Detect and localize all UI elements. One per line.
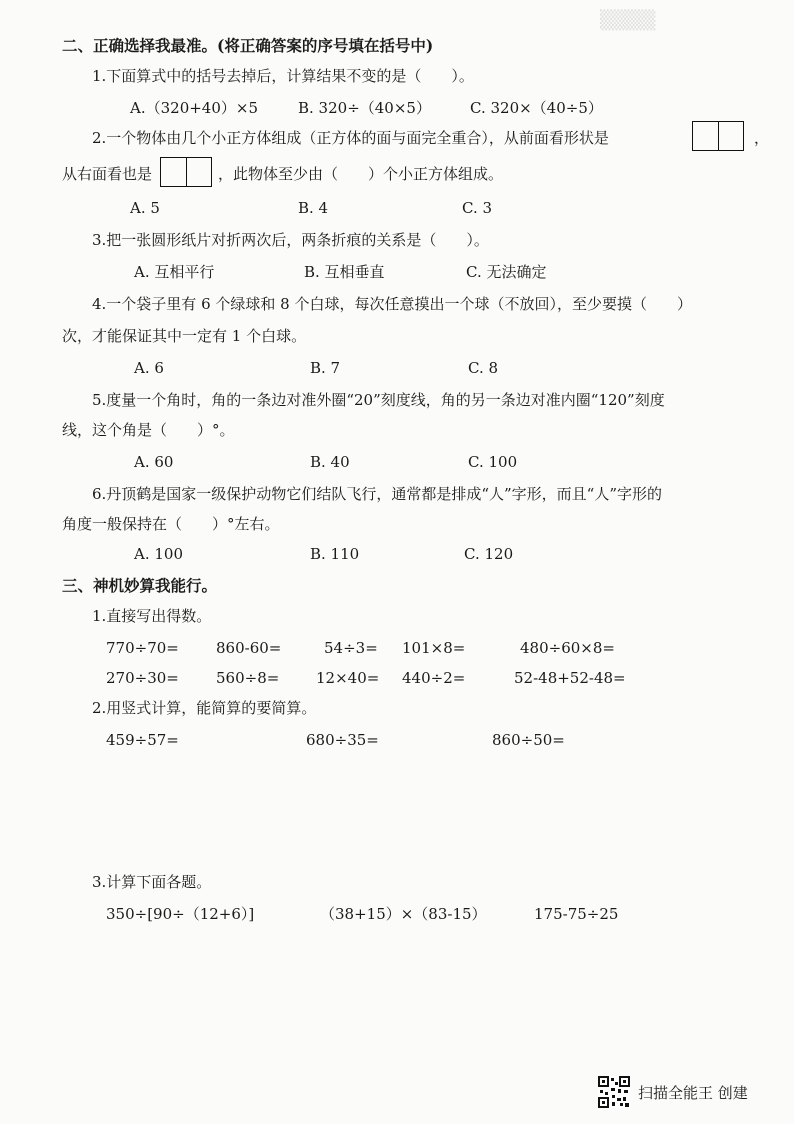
q5-stem-line1: 5.度量一个角时，角的一条边对准外圈“20”刻度线，角的另一条边对准内圈“120”刻度	[92, 391, 665, 409]
q2-stem-line2b: ，此物体至少由（ ）个小正方体组成。	[218, 165, 504, 183]
q2-right-view-figure	[160, 157, 216, 187]
q2-stem-line1	[92, 128, 609, 148]
oral-calc-item: 12×40=	[316, 669, 380, 687]
q4-option-c: C. 8	[468, 359, 499, 377]
oral-calc-item: 101×8=	[402, 639, 466, 657]
q4-option-a: A. 6	[134, 359, 164, 377]
q5-stem-line2: 线，这个角是（ ）°。	[62, 421, 235, 439]
oral-calc-item: 440÷2=	[402, 669, 466, 687]
q3-option-a: A. 互相平行	[134, 263, 215, 281]
vertical-calc-item: 459÷57=	[106, 731, 179, 749]
q5-option-b: B. 40	[310, 453, 350, 471]
q3-option-c: C. 无法确定	[466, 263, 547, 281]
vertical-calc-item: 860÷50=	[492, 731, 565, 749]
q4-stem-line2: 次，才能保证其中一定有 1 个白球。	[62, 327, 307, 345]
scanner-brand-label: 扫描全能王 创建	[638, 1084, 748, 1102]
q1-option-a: A.（320+40）×5	[130, 99, 258, 117]
qr-code-icon	[598, 1076, 630, 1108]
q6-stem-line1: 6.丹顶鹤是国家一级保护动物它们结队飞行，通常都是排成“人”字形，而且“人”字形的	[92, 485, 662, 503]
q2-front-view-figure	[692, 121, 748, 151]
q6-option-b: B. 110	[310, 545, 360, 563]
q4-stem-line1: 4.一个袋子里有 6 个绿球和 8 个白球，每次任意摸出一个球（不放回），至少要摸（ ）	[92, 295, 692, 313]
q2-stem-line2a: 从右面看也是	[62, 165, 153, 183]
part2-title: 2.用竖式计算，能简算的要简算。	[92, 699, 317, 717]
part3-title: 3.计算下面各题。	[92, 873, 212, 891]
q5-option-a: A. 60	[134, 453, 174, 471]
oral-calc-item: 480÷60×8=	[520, 639, 615, 657]
q2-option-b: B. 4	[298, 199, 329, 217]
part1-title: 1.直接写出得数。	[92, 607, 212, 625]
q6-option-c: C. 120	[464, 545, 514, 563]
q3-option-b: B. 互相垂直	[304, 263, 385, 281]
q2-option-a: A. 5	[130, 199, 160, 217]
compute-item: 350÷[90÷（12+6）]	[106, 905, 255, 923]
q4-option-b: B. 7	[310, 359, 341, 377]
oral-calc-item: 270÷30=	[106, 669, 179, 687]
q6-stem-line2: 角度一般保持在（ ）°左右。	[62, 515, 280, 533]
q3-stem: 3.把一张圆形纸片对折两次后，两条折痕的关系是（ ）。	[92, 231, 489, 249]
oral-calc-item: 560÷8=	[216, 669, 280, 687]
compute-item: 175-75÷25	[534, 905, 619, 923]
oral-calc-item: 52-48+52-48=	[514, 669, 626, 687]
q2-stem-text: 2.一个物体由几个小正方体组成（正方体的面与面完全重合），从前面看形状是	[92, 129, 609, 147]
q1-option-b: B. 320÷（40×5）	[298, 99, 431, 117]
show-through-marks: ▒▒▒▒	[600, 10, 656, 31]
oral-calc-item: 860-60=	[216, 639, 282, 657]
compute-item: （38+15）×（83-15）	[320, 905, 487, 923]
q1-option-c: C. 320×（40÷5）	[470, 99, 603, 117]
section2-heading: 二、正确选择我最准。(将正确答案的序号填在括号中)	[62, 36, 434, 55]
q2-option-c: C. 3	[462, 199, 493, 217]
q5-option-c: C. 100	[468, 453, 518, 471]
q1-stem: 1.下面算式中的括号去掉后，计算结果不变的是（ ）。	[92, 67, 474, 85]
oral-calc-item: 770÷70=	[106, 639, 179, 657]
q2-stem-comma: ，	[754, 129, 770, 147]
vertical-calc-item: 680÷35=	[306, 731, 379, 749]
oral-calc-item: 54÷3=	[324, 639, 378, 657]
q6-option-a: A. 100	[134, 545, 183, 563]
section3-heading: 三、神机妙算我能行。	[62, 576, 218, 595]
